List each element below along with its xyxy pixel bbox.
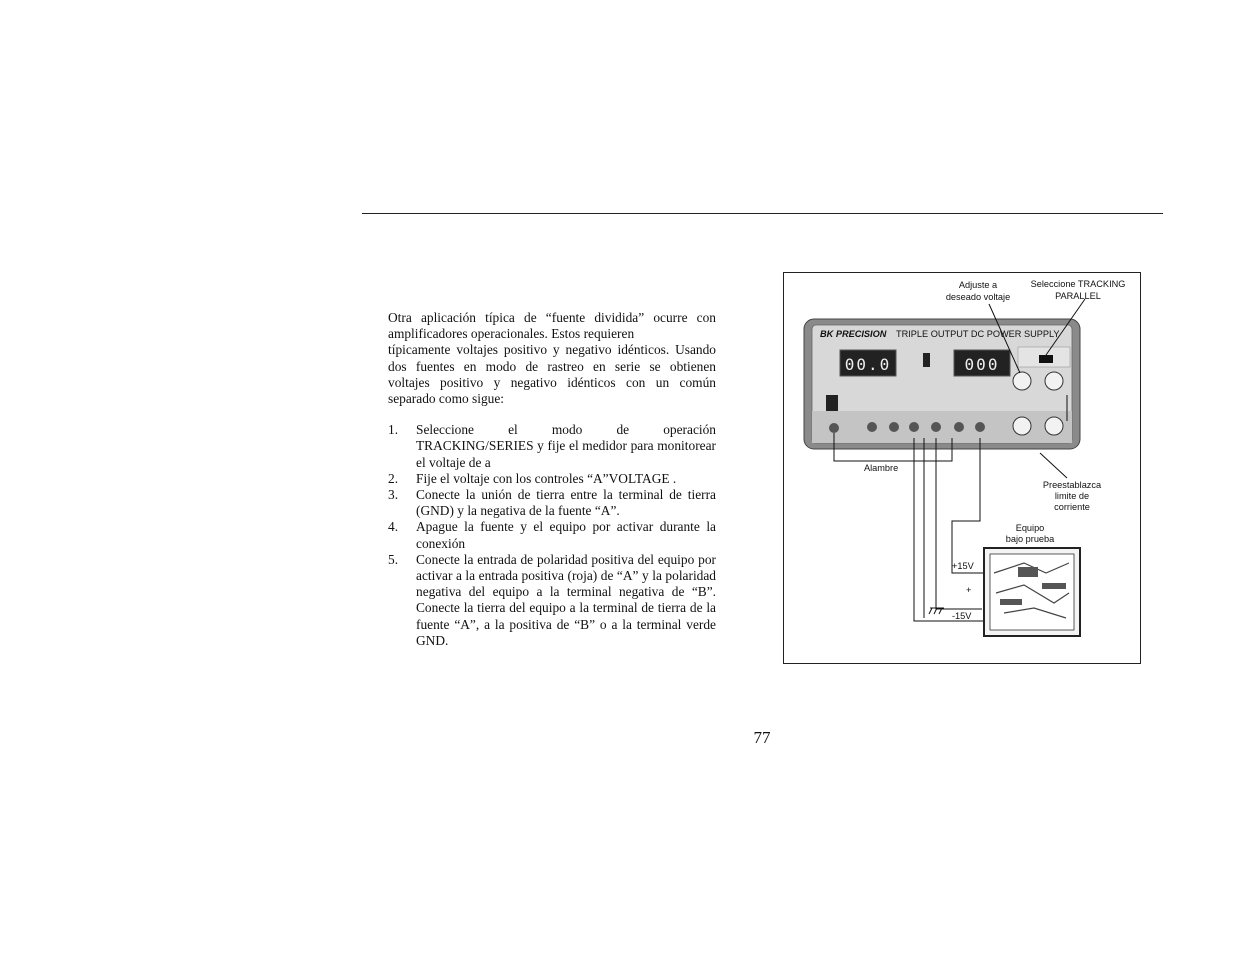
intro-line: típicamente voltajes positivo y negativo idénticos. Usando: [388, 342, 716, 358]
step-number: 2.: [388, 470, 399, 486]
voltage-display-value: 00.0: [844, 355, 892, 374]
annotation-wire: Alambre: [864, 463, 899, 473]
annotation-select-2: PARALLEL: [1055, 291, 1101, 301]
voltage-knob-b: [1045, 372, 1063, 390]
header-rule: [362, 213, 1163, 214]
device-under-test: [984, 548, 1080, 636]
step-text: Fije el voltaje con los controles “A”VOLTAGE .: [416, 470, 677, 486]
power-supply-figure: [783, 272, 1141, 664]
step-text: Conecte la unión de tierra entre la terminal de tierra (GND) y la negativa de la fuente “A”.: [416, 487, 716, 519]
tracking-switch: [1039, 355, 1053, 363]
body-text-column: [388, 310, 716, 649]
figure-svg: [784, 273, 1140, 663]
annotation-dut-2: bajo prueba: [1005, 534, 1055, 544]
power-switch: [826, 395, 838, 411]
step-item: [388, 487, 716, 519]
step-number: 1.: [388, 422, 399, 438]
page-number: 77: [753, 728, 771, 747]
brand-label: BK PRECISION: [820, 329, 887, 339]
step-number: 5.: [388, 551, 399, 567]
intro-line: amplificadores operacionales. Estos requieren: [388, 326, 635, 342]
annotation-preset-2: limite de: [1054, 491, 1090, 501]
annotation-adjust-1: Adjuste a: [958, 280, 998, 290]
annotation-adjust-2: deseado voltaje: [945, 292, 1011, 302]
intro-paragraph: [388, 310, 716, 407]
step-text-first-line: Seleccione el modo de operación: [416, 422, 716, 438]
step-item: [388, 519, 716, 551]
intro-line: voltajes positivo y negativo idénticos con un común: [388, 374, 716, 390]
annotation-preset-1: Preestablazca: [1042, 480, 1102, 490]
current-knob-b: [1045, 417, 1063, 435]
intro-line: Otra aplicación típica de “fuente dividida” ocurre con: [388, 310, 716, 325]
meter-switch: [923, 353, 930, 367]
step-item: [388, 552, 716, 649]
current-display-value: 000: [964, 355, 1000, 374]
step-number: 4.: [388, 519, 399, 535]
step-item: [388, 422, 716, 471]
model-label: TRIPLE OUTPUT DC POWER SUPPLY: [896, 329, 1060, 339]
step-text: Conecte la entrada de polaridad positiva del equipo por activar a la entrada positiva (roja) de “A” y la polaridad negativa del equipo a la terminal negativa de “B”. Conecte la tierra del equipo a la terminal de tierra de la fuente “A”, a la positiva de “B” o a la terminal verde GND.: [416, 551, 716, 648]
voltage-knob-a: [1013, 372, 1031, 390]
step-number: 3.: [388, 487, 399, 503]
annotation-preset-3: corriente: [1054, 502, 1090, 512]
annotation-minus15: -15V: [952, 611, 972, 621]
annotation-dut-1: Equipo: [1015, 523, 1045, 533]
intro-line: dos fuentes en modo de rastreo en serie se obtienen: [388, 358, 716, 374]
step-text: Apague la fuente y el equipo por activar durante la conexión: [416, 519, 716, 551]
ground-symbol: [929, 608, 944, 614]
annotation-plus15: +15V: [952, 561, 974, 571]
current-knob-a: [1013, 417, 1031, 435]
step-item: [388, 471, 716, 487]
step-text: TRACKING/SERIES y fije el medidor para monitorear el voltaje de a: [416, 438, 716, 470]
steps-list: [388, 422, 716, 649]
annotation-select-1: Seleccione TRACKING: [1030, 279, 1126, 289]
annotation-plus: +: [966, 585, 972, 595]
intro-line: separado como sigue:: [388, 391, 505, 407]
